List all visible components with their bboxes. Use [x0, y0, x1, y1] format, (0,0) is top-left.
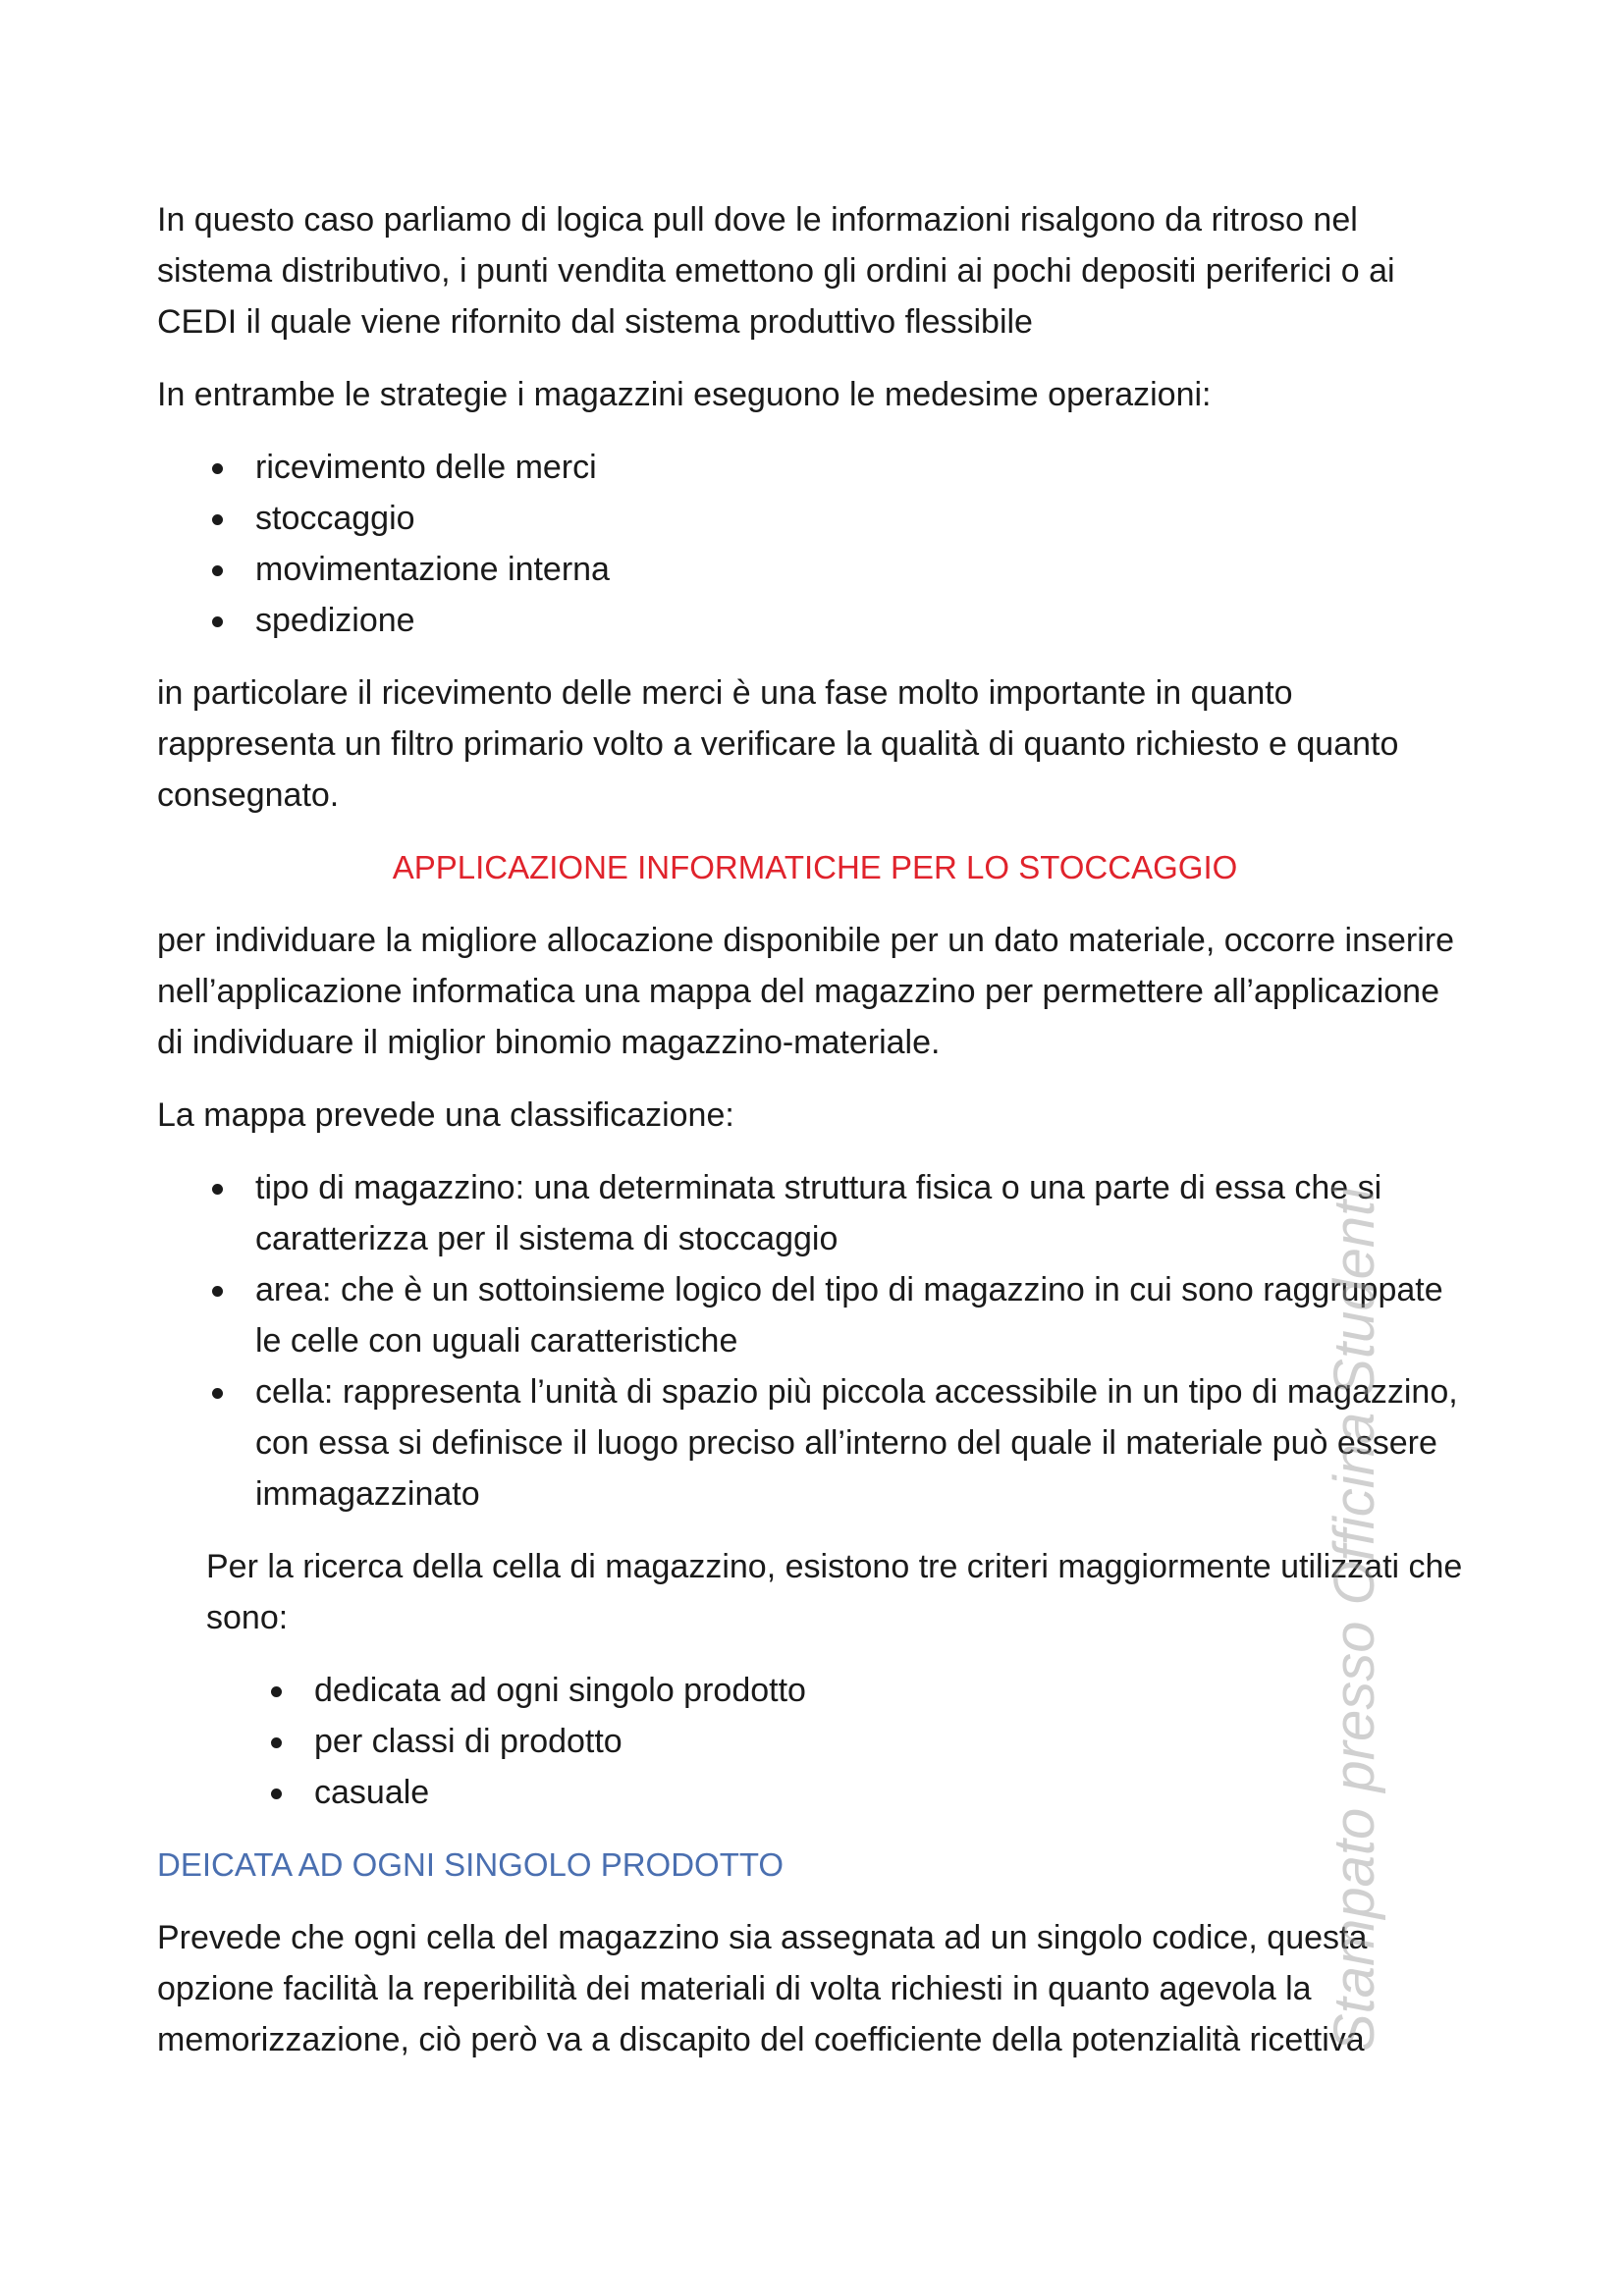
bullet-icon	[212, 514, 223, 525]
bullet-icon	[212, 463, 223, 474]
list-item: cella: rappresenta l’unità di spazio più piccola accessibile in un tipo di magazzino, con essa si definisce il luogo preciso all’interno del quale il materiale può essere immagazzinato	[255, 1366, 1473, 1520]
paragraph-ricerca-cella: Per la ricerca della cella di magazzino, esistono tre criteri maggiormente utilizzati che sono:	[206, 1548, 1463, 1636]
bullet-icon	[212, 1388, 223, 1399]
document-body	[157, 194, 1473, 2087]
heading-applicazione-stoccaggio: APPLICAZIONE INFORMATICHE PER LO STOCCAGGIO	[392, 849, 1238, 885]
bullet-icon	[212, 1286, 223, 1297]
bullet-icon	[271, 1686, 282, 1697]
classification-list	[157, 1162, 1473, 1520]
paragraph-strategie: In entrambe le strategie i magazzini eseguono le medesime operazioni:	[157, 376, 1212, 413]
list-item: ricevimento delle merci	[255, 442, 1473, 493]
list-item: per classi di prodotto	[314, 1716, 1473, 1767]
bullet-icon	[271, 1789, 282, 1799]
list-item: stoccaggio	[255, 493, 1473, 544]
bullet-icon	[212, 616, 223, 627]
bullet-icon	[212, 565, 223, 576]
list-item: casuale	[314, 1767, 1473, 1818]
heading-dedicata-singolo-prodotto: DEICATA AD OGNI SINGOLO PRODOTTO	[157, 1846, 785, 1883]
paragraph-mappa: La mappa prevede una classificazione:	[157, 1096, 734, 1134]
list-item: movimentazione interna	[255, 544, 1473, 595]
paragraph-logica-pull: In questo caso parliamo di logica pull dove le informazioni risalgono da ritroso nel sistema distributivo, i punti vendita emettono gli ordini ai pochi depositi periferici o ai CEDI il quale viene rifornito dal sistema produttivo flessibile	[157, 201, 1395, 341]
list-item: area: che è un sottoinsieme logico del tipo di magazzino in cui sono raggruppate le celle con uguali caratteristiche	[255, 1264, 1473, 1366]
paragraph-ricevimento: in particolare il ricevimento delle merci è una fase molto importante in quanto rappresenta un filtro primario volto a verificare la qualità di quanto richiesto e quanto consegnato.	[157, 674, 1399, 814]
paragraph-allocazione: per individuare la migliore allocazione disponibile per un dato materiale, occorre inserire nell’applicazione informatica una mappa del magazzino per permettere all’applicazione di individuare il miglior binomio magazzino-materiale.	[157, 922, 1455, 1061]
watermark-text: Stampato presso Officina Studenti	[1323, 1187, 1386, 2052]
criteria-list	[157, 1665, 1473, 1818]
bullet-icon	[212, 1184, 223, 1195]
operations-list	[157, 442, 1473, 646]
list-item: tipo di magazzino: una determinata struttura fisica o una parte di essa che si caratterizza per il sistema di stoccaggio	[255, 1162, 1473, 1264]
paragraph-prevede-cella: Prevede che ogni cella del magazzino sia assegnata ad un singolo codice, questa opzione facilità la reperibilità dei materiali di volta richiesti in quanto agevola la memorizzazione, ciò però va a discapito del coefficiente della potenzialità ricettiva	[157, 1919, 1368, 2058]
bullet-icon	[271, 1737, 282, 1748]
list-item: dedicata ad ogni singolo prodotto	[314, 1665, 1473, 1716]
list-item: spedizione	[255, 595, 1473, 646]
